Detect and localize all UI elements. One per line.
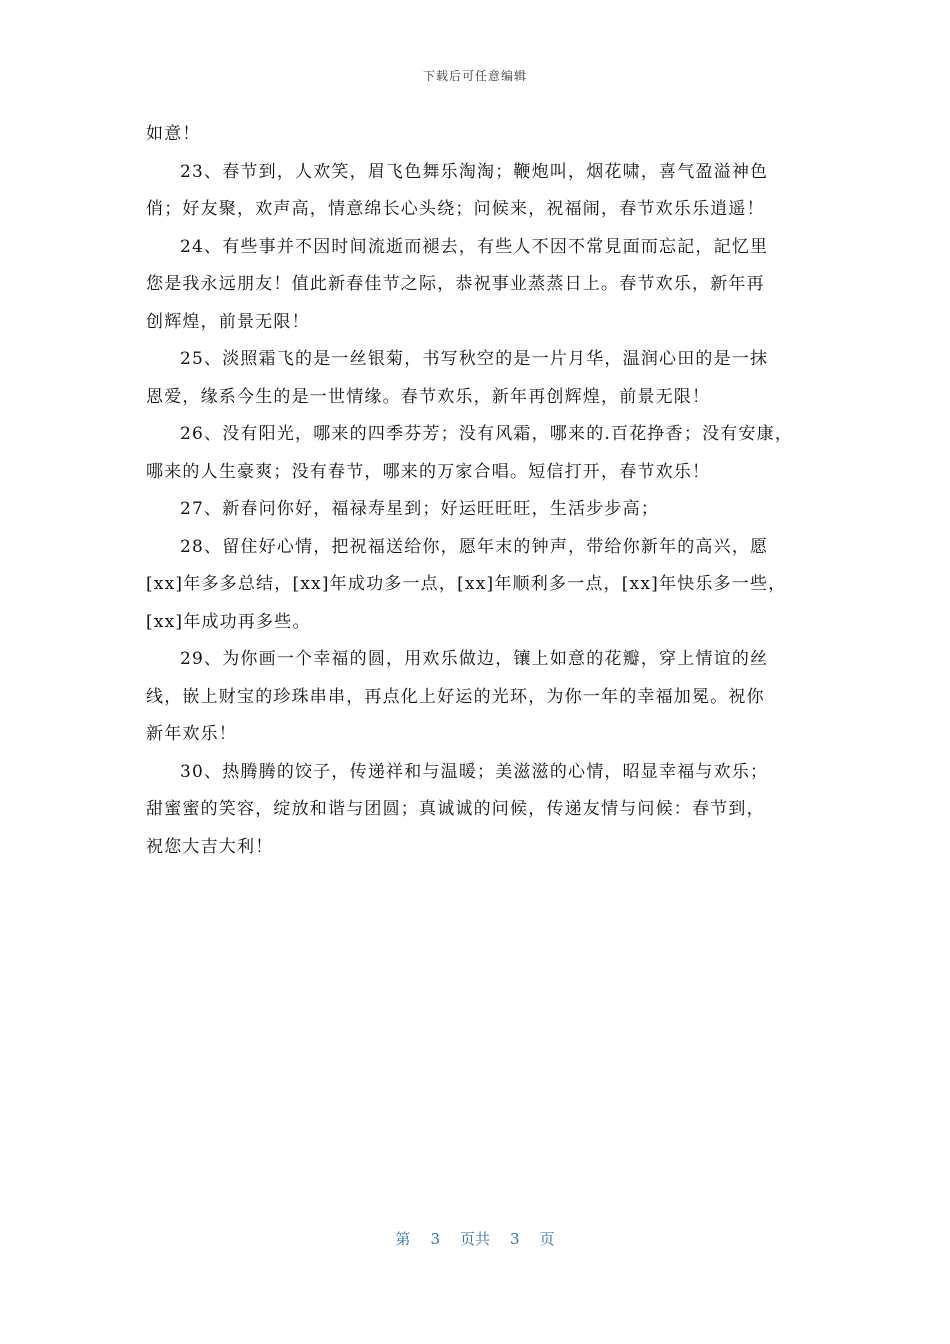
total-pages-number: 3 [510,1230,520,1248]
paragraph-23-line-2: 俏；好友聚，欢声高，情意绵长心头绕；问候来，祝福闹，春节欢乐乐逍遥！ [146,199,765,219]
paragraph-30-line-2: 甜蜜蜜的笑容，绽放和谐与团圆；真诚诚的问候，传递友情与问候：春节到， [146,799,765,819]
paragraph-27-line-1: 27、新春问你好，福禄寿星到；好运旺旺旺，生活步步高； [180,499,660,519]
current-page-number: 3 [430,1230,440,1248]
paragraph-23-line-1: 23、春节到，人欢笑，眉飞色舞乐淘淘；鞭炮叫，烟花啸，喜气盈溢神色 [180,161,769,182]
paragraph-24-line-3: 创辉煌，前景无限！ [146,311,310,332]
page-prefix: 第 [395,1230,411,1248]
paragraph-29-line-3: 新年欢乐！ [146,724,237,744]
page-suffix: 页 [539,1230,555,1248]
header-note: 下载后可任意编辑 [422,69,527,83]
paragraph-28-line-3: [xx]年成功再多些。 [146,611,311,632]
paragraph-29-line-1: 29、为你画一个幸福的圆，用欢乐做边，镶上如意的花瓣，穿上情谊的丝 [180,649,769,669]
paragraph-30-line-1: 30、热腾腾的饺子，传递祥和与温暖；美滋滋的心情，昭显幸福与欢乐； [180,761,769,782]
paragraph-26-line-2: 哪来的人生豪爽；没有春节，哪来的万家合唱。短信打开，春节欢乐！ [146,461,711,482]
paragraph-25-line-1: 25、淡照霜飞的是一丝银菊，书写秋空的是一片月华，温润心田的是一抹 [180,349,769,369]
page-footer [0,1228,950,1249]
paragraph-28-line-2: [xx]年多多总结，[xx]年成功多一点，[xx]年顺利多一点，[xx]年快乐多一些， [146,574,787,594]
document-body [146,116,814,866]
page-mid: 页共 [459,1230,490,1248]
paragraph-24-line-2: 您是我永远朋友！值此新春佳节之际，恭祝事业蒸蒸日上。春节欢乐，新年再 [146,274,765,294]
paragraph-24-line-1: 24、有些事并不因时间流逝而褪去，有些人不因不常見面而忘記，記忆里 [180,236,769,257]
paragraph-30-line-3: 祝您大吉大利！ [146,836,274,857]
paragraph-29-line-2: 线，嵌上财宝的珍珠串串，再点化上好运的光环，为你一年的幸福加冕。祝你 [146,686,765,707]
text-line: 如意！ [146,124,201,144]
paragraph-25-line-2: 恩爱，缘系今生的是一世情缘。春节欢乐，新年再创辉煌，前景无限！ [146,386,711,407]
paragraph-26-line-1: 26、没有阳光，哪来的四季芬芳；没有风霜，哪来的.百花挣香；没有安康， [180,424,794,444]
paragraph-28-line-1: 28、留住好心情，把祝福送给你，愿年末的钟声，带给你新年的高兴，愿 [180,536,769,557]
